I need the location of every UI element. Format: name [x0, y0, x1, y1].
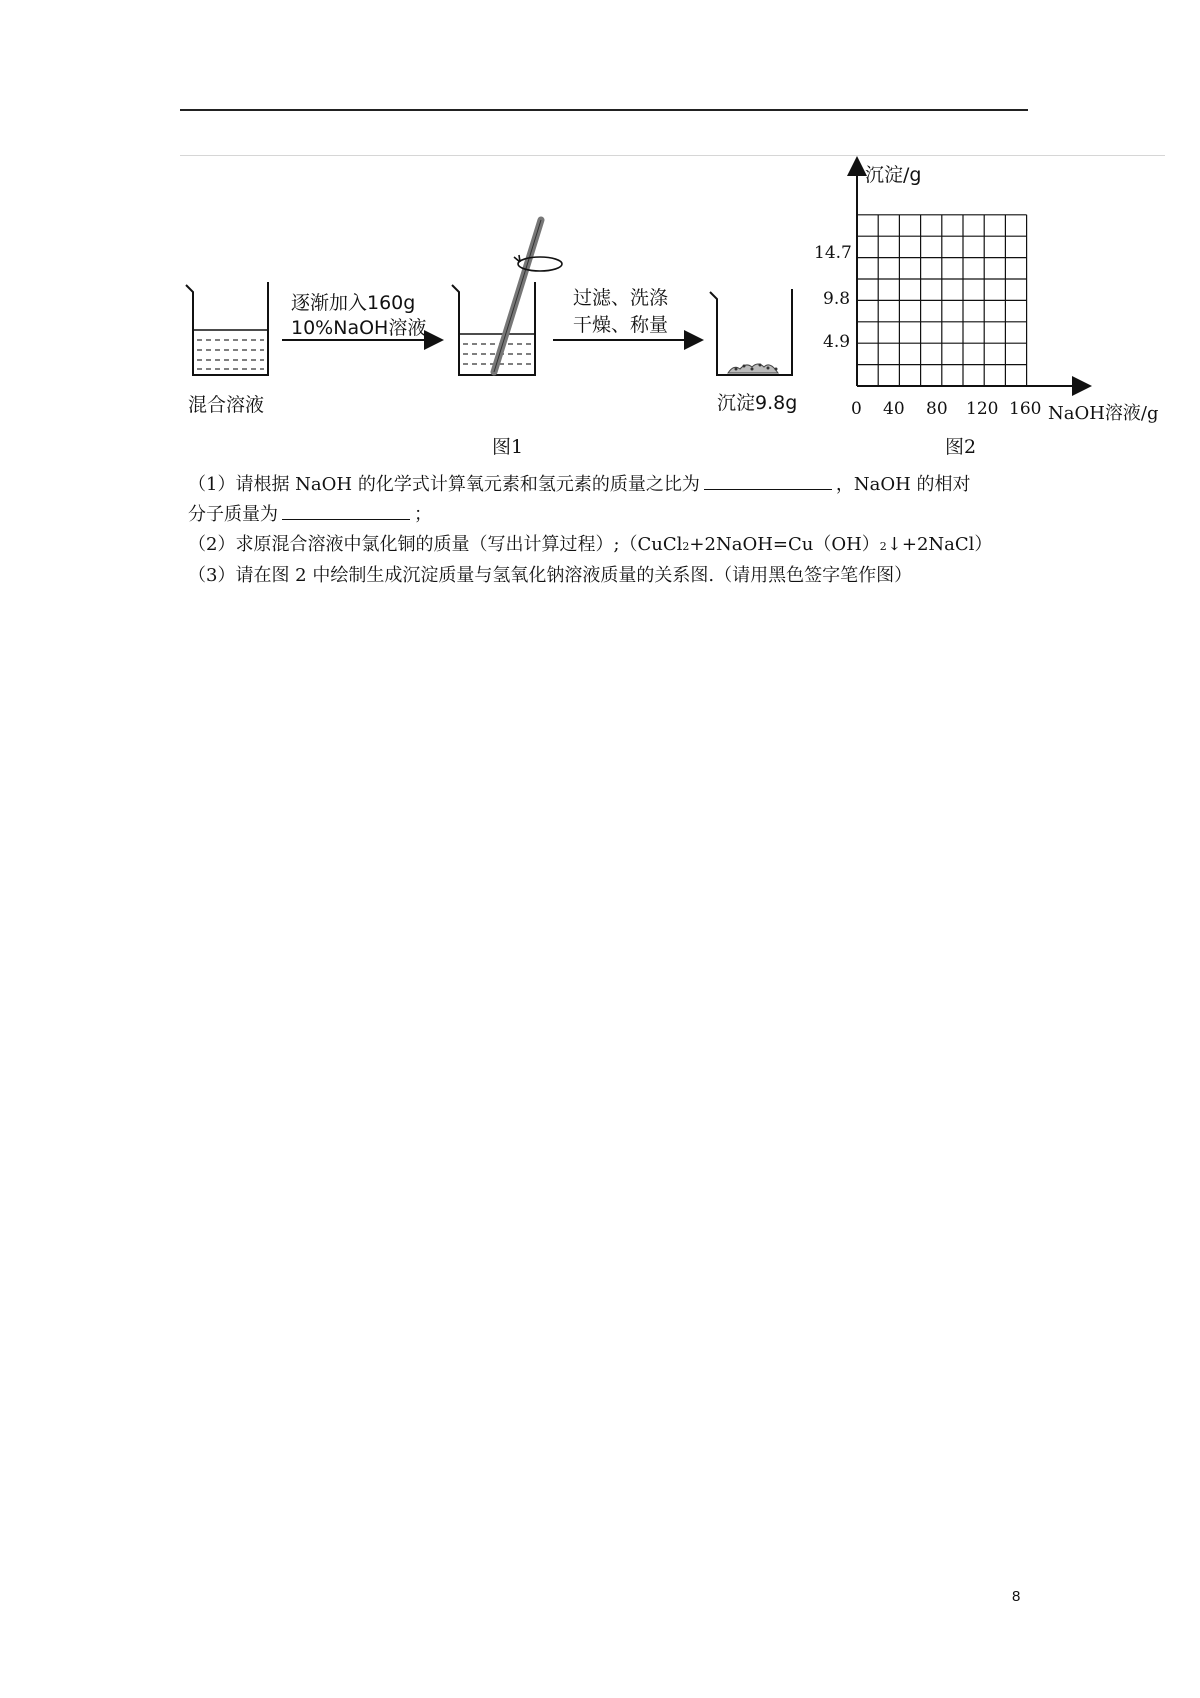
question-2: [188, 530, 992, 556]
q2-text-end: ↓+2NaCl）: [886, 534, 993, 555]
q2-subscript-2: 2: [879, 540, 887, 553]
question-1-line-1: [188, 470, 971, 496]
x-tick-40: 40: [883, 399, 905, 419]
x-tick-120: 120: [966, 399, 999, 419]
arrow1-label-line1: 逐渐加入160g: [291, 292, 416, 314]
page-number: 8: [1012, 1588, 1021, 1605]
arrow2-label-line1: 过滤、洗涤: [573, 287, 669, 309]
figure-2-chart: [0, 0, 1200, 460]
x-tick-80: 80: [926, 399, 948, 419]
figure-1-caption: 图1: [492, 436, 524, 458]
arrow2-label-line2: 干燥、称量: [573, 314, 669, 336]
question-1-line-2: [188, 500, 432, 526]
figure-2-caption: 图2: [945, 436, 977, 458]
q1-text-d: ；: [414, 504, 432, 525]
chart-grid: [857, 215, 1027, 386]
y-tick-4.9: 4.9: [823, 332, 851, 352]
q1-answer-blank-2[interactable]: [282, 501, 410, 520]
question-3: （3）请在图 2 中绘制生成沉淀质量与氢氧化钠溶液质量的关系图.（请用黑色签字笔作图）: [188, 565, 913, 586]
y-axis-label: 沉淀/g: [865, 164, 922, 186]
q1-text-a: （1）请根据 NaOH 的化学式计算氧元素和氢元素的质量之比为: [188, 474, 700, 495]
arrow1-label-line2: 10%NaOH溶液: [291, 317, 427, 339]
q1-answer-blank-1[interactable]: [704, 471, 832, 490]
x-tick-160: 160: [1009, 399, 1042, 419]
q1-text-b: ，NaOH 的相对: [835, 474, 971, 495]
beaker1-label: 混合溶液: [188, 394, 265, 416]
x-axis-label: NaOH溶液/g: [1048, 403, 1159, 424]
y-tick-9.8: 9.8: [823, 289, 851, 309]
q1-text-c: 分子质量为: [188, 504, 278, 525]
q2-text-mid: +2NaOH=Cu（OH）: [689, 534, 880, 555]
x-tick-0: 0: [851, 399, 862, 419]
beaker3-label: 沉淀9.8g: [717, 392, 798, 414]
y-tick-14.7: 14.7: [814, 243, 852, 263]
q2-text: （2）求原混合溶液中氯化铜的质量（写出计算过程）;（CuCl: [188, 534, 683, 555]
q2-subscript-1: 2: [682, 540, 690, 553]
